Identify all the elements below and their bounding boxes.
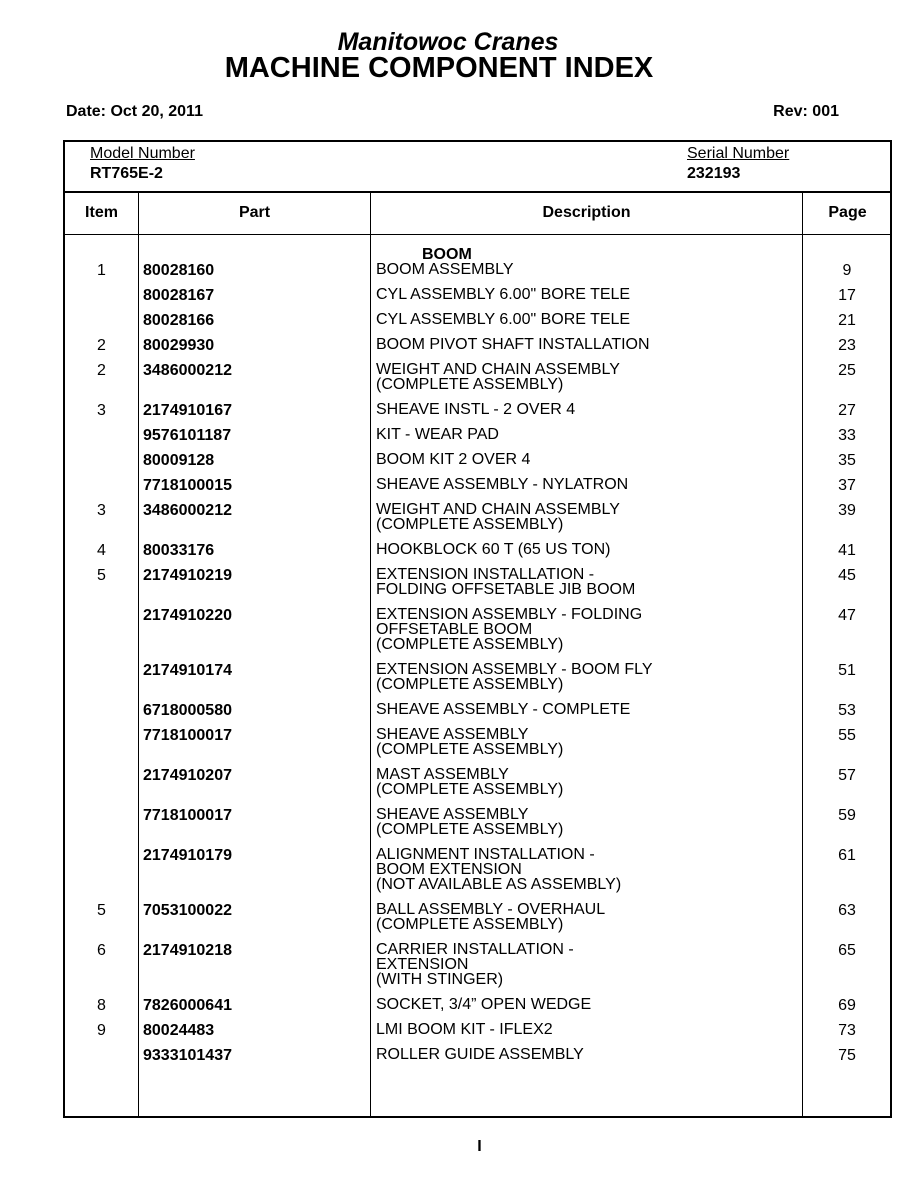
item-number: 5: [97, 902, 106, 919]
part-description: [376, 337, 650, 352]
part-description: [376, 702, 630, 717]
part-description: [376, 1022, 553, 1037]
page-reference: 53: [838, 702, 856, 719]
description-line: OFFSETABLE BOOM: [376, 621, 533, 638]
description-line: SHEAVE INSTL - 2 OVER 4: [376, 401, 576, 418]
part-number: 3486000212: [143, 362, 232, 379]
part-description: [376, 427, 499, 442]
description-line: EXTENSION INSTALLATION -: [376, 566, 595, 583]
part-number: 80033176: [143, 542, 215, 559]
item-number: 3: [97, 402, 106, 419]
description-line: WEIGHT AND CHAIN ASSEMBLY: [376, 501, 620, 518]
page-reference: 35: [838, 452, 856, 469]
document-date: Date: Oct 20, 2011: [66, 103, 203, 120]
page-reference: 57: [838, 767, 856, 784]
description-line: ROLLER GUIDE ASSEMBLY: [376, 1046, 584, 1063]
description-line: (COMPLETE ASSEMBLY): [376, 781, 564, 798]
part-number: 2174910179: [143, 847, 232, 864]
column-header-page: Page: [828, 204, 867, 221]
part-number: 6718000580: [143, 702, 232, 719]
part-number: 3486000212: [143, 502, 232, 519]
page-reference: 75: [838, 1047, 856, 1064]
page-reference: 61: [838, 847, 856, 864]
serial-number-label: Serial Number: [687, 145, 790, 162]
page-reference: 65: [838, 942, 856, 959]
part-description: [376, 727, 563, 757]
model-serial-header: [65, 142, 890, 193]
page-number: I: [477, 1138, 482, 1155]
part-description: [376, 262, 514, 277]
part-number: 9333101437: [143, 1047, 232, 1064]
part-number: 9576101187: [143, 427, 232, 444]
item-number: 2: [97, 362, 106, 379]
part-description: [376, 542, 610, 557]
description-line: EXTENSION: [376, 956, 469, 973]
part-number: 2174910174: [143, 662, 232, 679]
part-number: 7718100017: [143, 807, 232, 824]
part-description: [376, 942, 574, 987]
company-name: Manitowoc Cranes: [337, 28, 559, 56]
header-divider: [65, 234, 890, 235]
part-number: 7053100022: [143, 902, 232, 919]
part-description: [376, 362, 620, 392]
description-line: (COMPLETE ASSEMBLY): [376, 516, 564, 533]
description-line: CARRIER INSTALLATION -: [376, 941, 574, 958]
page-reference: 25: [838, 362, 856, 379]
page-reference: 37: [838, 477, 856, 494]
item-number: 1: [97, 262, 106, 279]
description-line: (COMPLETE ASSEMBLY): [376, 741, 564, 758]
part-number: 2174910207: [143, 767, 232, 784]
page-reference: 69: [838, 997, 856, 1014]
part-description: [376, 807, 563, 837]
description-line: SOCKET, 3/4” OPEN WEDGE: [376, 996, 592, 1013]
part-number: 7718100015: [143, 477, 232, 494]
description-line: SHEAVE ASSEMBLY - COMPLETE: [376, 701, 631, 718]
component-index-table: [63, 140, 892, 1118]
description-line: SHEAVE ASSEMBLY: [376, 806, 529, 823]
item-number: 8: [97, 997, 106, 1014]
page-reference: 21: [838, 312, 856, 329]
part-description: [376, 1047, 584, 1062]
part-description: [376, 402, 575, 417]
model-number-value: RT765E-2: [90, 165, 163, 182]
model-number-label: Model Number: [90, 145, 195, 162]
page-reference: 39: [838, 502, 856, 519]
part-description: [376, 662, 653, 692]
description-line: SHEAVE ASSEMBLY: [376, 726, 529, 743]
part-number: 7826000641: [143, 997, 232, 1014]
description-line: (COMPLETE ASSEMBLY): [376, 821, 564, 838]
description-line: ALIGNMENT INSTALLATION -: [376, 846, 595, 863]
part-description: [376, 287, 630, 302]
page-reference: 51: [838, 662, 856, 679]
part-number: 2174910218: [143, 942, 232, 959]
section-heading: BOOM: [422, 246, 472, 263]
description-line: EXTENSION ASSEMBLY - FOLDING: [376, 606, 643, 623]
page-reference: 33: [838, 427, 856, 444]
page-reference: 47: [838, 607, 856, 624]
column-header-description: Description: [542, 204, 631, 221]
page-reference: 23: [838, 337, 856, 354]
page-reference: 63: [838, 902, 856, 919]
part-number: 80024483: [143, 1022, 215, 1039]
description-line: WEIGHT AND CHAIN ASSEMBLY: [376, 361, 620, 378]
column-divider: [138, 191, 139, 1116]
page-reference: 59: [838, 807, 856, 824]
part-description: [376, 312, 630, 327]
serial-number-value: 232193: [687, 165, 741, 182]
part-number: 7718100017: [143, 727, 232, 744]
part-description: [376, 847, 621, 892]
part-number: 80009128: [143, 452, 215, 469]
page-reference: 9: [842, 262, 852, 279]
description-line: (NOT AVAILABLE AS ASSEMBLY): [376, 876, 622, 893]
part-description: [376, 767, 563, 797]
column-divider: [370, 191, 371, 1116]
part-description: [376, 502, 620, 532]
page-reference: 73: [838, 1022, 856, 1039]
document-revision: Rev: 001: [773, 103, 839, 120]
description-line: HOOKBLOCK 60 T (65 US TON): [376, 541, 611, 558]
part-description: [376, 477, 628, 492]
description-line: LMI BOOM KIT - IFLEX2: [376, 1021, 553, 1038]
part-number: 80028166: [143, 312, 215, 329]
part-description: [376, 567, 635, 597]
description-line: KIT - WEAR PAD: [376, 426, 499, 443]
description-line: (COMPLETE ASSEMBLY): [376, 376, 564, 393]
description-line: FOLDING OFFSETABLE JIB BOOM: [376, 581, 636, 598]
description-line: BOOM KIT 2 OVER 4: [376, 451, 531, 468]
description-line: EXTENSION ASSEMBLY - BOOM FLY: [376, 661, 653, 678]
page-reference: 27: [838, 402, 856, 419]
description-line: BALL ASSEMBLY - OVERHAUL: [376, 901, 606, 918]
part-number: 2174910167: [143, 402, 232, 419]
part-description: [376, 452, 530, 467]
description-line: (WITH STINGER): [376, 971, 504, 988]
description-line: BOOM ASSEMBLY: [376, 261, 514, 278]
item-number: 3: [97, 502, 106, 519]
description-line: (COMPLETE ASSEMBLY): [376, 916, 564, 933]
part-description: [376, 902, 605, 932]
item-number: 2: [97, 337, 106, 354]
description-line: (COMPLETE ASSEMBLY): [376, 636, 564, 653]
part-description: [376, 997, 591, 1012]
page-reference: 17: [838, 287, 856, 304]
document-title: MACHINE COMPONENT INDEX: [224, 52, 654, 84]
part-number: 80028160: [143, 262, 215, 279]
part-number: 80028167: [143, 287, 215, 304]
item-number: 4: [97, 542, 106, 559]
item-number: 5: [97, 567, 106, 584]
description-line: CYL ASSEMBLY 6.00" BORE TELE: [376, 311, 631, 328]
description-line: (COMPLETE ASSEMBLY): [376, 676, 564, 693]
item-number: 6: [97, 942, 106, 959]
description-line: MAST ASSEMBLY: [376, 766, 509, 783]
part-description: [376, 607, 642, 652]
page-reference: 41: [838, 542, 856, 559]
description-line: CYL ASSEMBLY 6.00" BORE TELE: [376, 286, 631, 303]
page-reference: 55: [838, 727, 856, 744]
part-number: 80029930: [143, 337, 215, 354]
column-header-part: Part: [238, 204, 271, 221]
part-number: 2174910219: [143, 567, 232, 584]
description-line: BOOM PIVOT SHAFT INSTALLATION: [376, 336, 650, 353]
item-number: 9: [97, 1022, 106, 1039]
page-reference: 45: [838, 567, 856, 584]
description-line: SHEAVE ASSEMBLY - NYLATRON: [376, 476, 629, 493]
part-number: 2174910220: [143, 607, 232, 624]
column-header-item: Item: [85, 204, 118, 221]
description-line: BOOM EXTENSION: [376, 861, 522, 878]
